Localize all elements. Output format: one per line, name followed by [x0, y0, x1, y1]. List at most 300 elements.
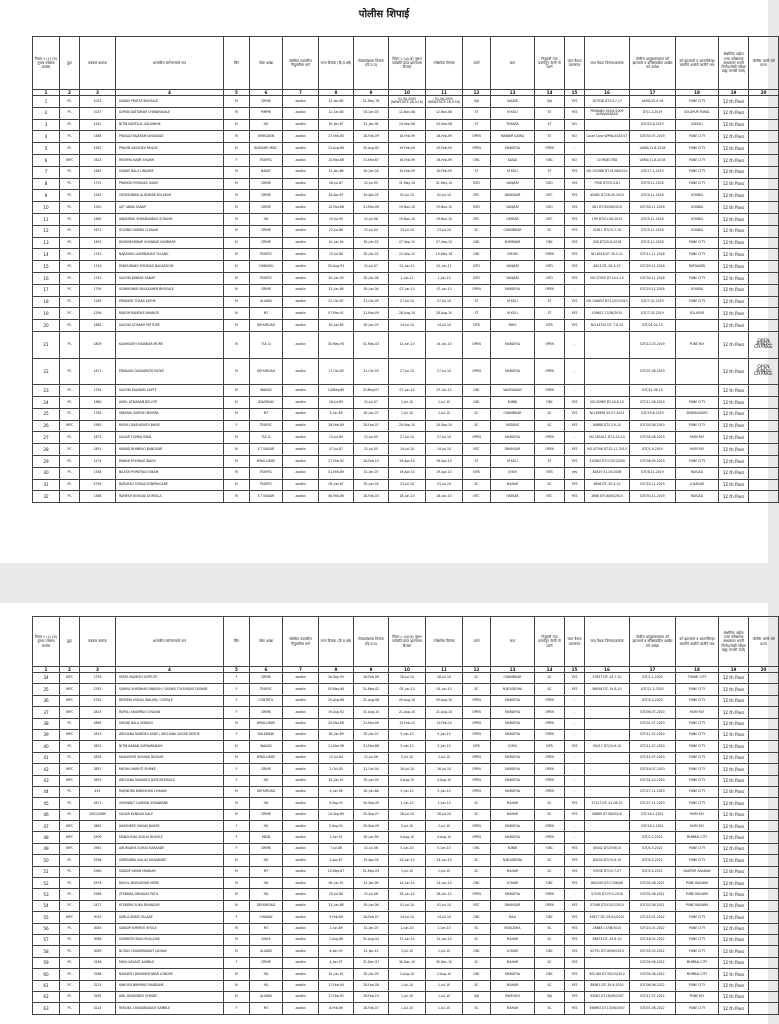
column-number: 18 — [676, 667, 719, 673]
table-cell: MARATHA — [491, 695, 535, 706]
table-cell: YES — [565, 912, 585, 923]
table-cell: 05-Jun-10 — [389, 684, 426, 695]
table-row — [33, 190, 779, 202]
table-cell — [749, 396, 779, 408]
table-cell: - — [565, 331, 585, 358]
column-number: 15 — [565, 667, 585, 673]
table-cell: HQ — [250, 213, 283, 225]
table-cell: 1743 — [80, 261, 116, 273]
table-cell: IDT/4-3-2020 — [630, 695, 676, 706]
table-cell: 109621 17/08/2010 — [585, 308, 630, 320]
table-cell: सरळसेवा — [283, 752, 319, 763]
column-number: 5 — [224, 90, 250, 96]
table-cell: 43791 DT:16/06/2010 — [585, 946, 630, 957]
table-cell: IDT/4-5-2021 — [630, 855, 676, 866]
table-cell: 1-Jul-10 — [426, 980, 463, 991]
table-cell — [749, 991, 779, 1002]
table-cell: 14-Jul-10 — [389, 444, 426, 456]
table-cell: 12 th Pass — [719, 969, 749, 980]
table-cell: 12 th Pass — [719, 444, 749, 456]
table-cell: सरळसेवा — [283, 154, 319, 166]
table-cell: 12 th Pass — [719, 166, 749, 178]
table-cell: IDT/05-03-2022 — [630, 946, 676, 957]
table-cell: YES — [565, 673, 585, 684]
table-cell: IDT/16-02-2022 — [630, 934, 676, 945]
table-cell: SARLA ANIDS YALANE — [116, 912, 224, 923]
table-cell: M — [224, 923, 250, 934]
table-cell: SC — [535, 684, 565, 695]
table-cell: 16-Jul-10 — [389, 764, 426, 775]
table-cell: 328 DT/29-8-2018 — [585, 237, 630, 249]
column-header: पोलीस भरती वर्ष प्रथम — [749, 617, 779, 667]
table-cell: PC — [60, 249, 80, 261]
table-cell: 3148 — [80, 957, 116, 968]
table-cell: M — [224, 237, 250, 249]
table-cell: 23-Jun-10 — [426, 855, 463, 866]
table-cell: 16-Jul-10 — [426, 764, 463, 775]
table-row — [33, 718, 779, 729]
table-cell: 1037 — [80, 107, 116, 119]
table-cell: 31 — [33, 479, 60, 491]
table-cell: ST — [463, 107, 491, 119]
table-cell: 55 — [33, 912, 60, 923]
table-cell: MARATHA — [491, 143, 535, 155]
table-cell — [749, 832, 779, 843]
table-cell: SARIKA SHRIDHAR ANKUSH / SARIKA TULSHIDAS DIGHAR — [116, 684, 224, 695]
column-number: 13 — [491, 667, 535, 673]
column-header: संबंधित पदावरील नियुक्तीचा मार्ग — [283, 617, 319, 667]
table-cell: IDT/18-1-2021 — [630, 821, 676, 832]
table-row — [33, 225, 779, 237]
table-cell: NTB — [535, 741, 565, 752]
table-cell: 59 — [33, 957, 60, 968]
table-cell: PC — [60, 385, 80, 397]
table-cell: BHOSARI MIDC — [250, 143, 283, 155]
table-row — [33, 467, 779, 479]
table-cell: PUNE CITY — [676, 684, 719, 695]
table-cell: NO.47746 DT:22-11-2010 — [585, 444, 630, 456]
table-cell: 23-Jun-10 — [389, 855, 426, 866]
table-cell: F — [224, 764, 250, 775]
table-row — [33, 832, 779, 843]
table-cell: 93082 DT.16/06/2007 — [585, 991, 630, 1002]
table-cell: IDT/05-06-2022 — [630, 957, 676, 968]
table-cell: 37 — [33, 707, 60, 718]
table-cell — [749, 741, 779, 752]
table-cell: 9 — [33, 190, 60, 202]
table-cell: PUNE CITY — [676, 178, 719, 190]
table-cell: CRIME — [250, 707, 283, 718]
table-cell: 9-Feb-89 — [319, 912, 354, 923]
table-cell: F — [224, 420, 250, 432]
column-number: 15 — [565, 90, 585, 96]
table-cell: 31-Jan-07 — [354, 467, 389, 479]
table-cell: - — [565, 143, 585, 155]
table-cell: सरळसेवा — [283, 934, 319, 945]
table-cell: 22-Jul-86 — [319, 225, 354, 237]
table-cell — [749, 178, 779, 190]
table-cell: 107938 DT:13-7-17 — [585, 96, 630, 108]
column-number: 17 — [630, 90, 676, 96]
table-cell: 32 — [33, 491, 60, 503]
column-header: बक्कल क्रमांक — [80, 617, 116, 667]
table-cell: SC — [463, 809, 491, 820]
table-cell: 2819 — [80, 729, 116, 740]
table-cell: NO — [565, 154, 585, 166]
table-cell: 30-Jun-04 — [354, 166, 389, 178]
table-cell: PANDURANG ROHIDAS NAGARGOJE — [116, 261, 224, 273]
table-cell: PUNE RLY — [676, 331, 719, 358]
table-cell: 12 th Pass — [719, 764, 749, 775]
table-cell: PC — [60, 396, 80, 408]
table-cell: SHIVAJI BALU UNDAVV — [116, 718, 224, 729]
table-cell: SOPAN DATTARAM CHINDHAVALE — [116, 107, 224, 119]
table-cell: 12-Jul-84 — [319, 752, 354, 763]
table-cell: सरळसेवा — [283, 396, 319, 408]
table-cell: ANJANRAO SHRAMANRAO SODAUR — [116, 213, 224, 225]
table-cell: 30-Dec-10 — [426, 957, 463, 968]
table-cell: OPEN — [535, 752, 565, 763]
table-cell: 10-Mar-88 — [319, 154, 354, 166]
table-cell: 3063 — [80, 923, 116, 934]
table-cell: CRIME — [250, 190, 283, 202]
column-number: 13 — [491, 90, 535, 96]
table-cell: YES — [565, 957, 585, 968]
column-number: 3 — [80, 667, 116, 673]
table-cell: 01-06-2005 (NEWSTATE 26-9-16) — [389, 96, 426, 108]
table-cell: 20-Sep-10 — [389, 420, 426, 432]
table-cell: OBC — [463, 969, 491, 980]
table-cell: SANJAY PRATAP BHOSALE — [116, 96, 224, 108]
table-cell: PUNE CITY — [676, 1003, 719, 1014]
table-row — [33, 237, 779, 249]
table-cell: TRAFFIC — [250, 272, 283, 284]
table-cell: 27-Feb-92 — [319, 455, 354, 467]
table-cell: 20-May-87 — [319, 866, 354, 877]
table-cell: 7-Jul-88 — [319, 843, 354, 854]
table-cell: 461 DT:30/06/2010 — [585, 202, 630, 214]
table-cell: OBC — [535, 843, 565, 854]
table-cell: SC — [463, 225, 491, 237]
table-cell: 18-Feb-09 — [389, 131, 426, 143]
table-cell — [749, 821, 779, 832]
table-cell: SC — [535, 420, 565, 432]
table-cell: 15 — [33, 261, 60, 273]
table-cell: MT — [250, 923, 283, 934]
table-row — [33, 764, 779, 775]
table-cell: ST — [535, 308, 565, 320]
table-row — [33, 331, 779, 358]
table-cell: 12 th Pass — [719, 991, 749, 1002]
table-cell: OPEN — [535, 775, 565, 786]
table-cell: 30-Jun-06 — [354, 900, 389, 911]
table-cell: 31-Jan-12 — [354, 946, 389, 957]
table-cell: 22-Oct-87 — [319, 296, 354, 308]
table-cell: 1809 — [80, 331, 116, 358]
table-cell: 12 th Pass — [719, 408, 749, 420]
table-cell: HQ — [250, 878, 283, 889]
table-cell: 2001/2889 — [80, 809, 116, 820]
table-cell: 1893 — [80, 237, 116, 249]
table-cell — [585, 775, 630, 786]
table-cell: 57548 DT:01/07/2010 — [585, 900, 630, 911]
table-cell: PUNE CITY — [676, 729, 719, 740]
table-cell: सरळसेवा — [283, 331, 319, 358]
table-cell: CRIME — [250, 673, 283, 684]
table-cell: ST — [463, 296, 491, 308]
table-cell: NTC — [463, 190, 491, 202]
table-cell: IDT/29-11-2018 — [630, 261, 676, 273]
table-cell: 12 th Pass — [719, 821, 749, 832]
table-cell: PUNE CITY — [676, 272, 719, 284]
table-cell: 24-Sep-08 — [426, 119, 463, 131]
table-cell: YES — [565, 1003, 585, 1014]
table-cell: M — [224, 261, 250, 273]
table-cell: OBC — [535, 154, 565, 166]
table-cell: 53 — [33, 889, 60, 900]
table-cell: IDT/20-11-2019 — [630, 479, 676, 491]
table-row — [33, 455, 779, 467]
table-cell: 7938 DT/29-3-81 — [585, 178, 630, 190]
table-cell: OPEN — [535, 385, 565, 397]
table-cell: 19-Nov-10 — [389, 202, 426, 214]
table-cell: MUM RLY — [676, 432, 719, 444]
table-cell: MATANG — [491, 420, 535, 432]
table-row — [33, 396, 779, 408]
table-cell: IDT/31-10-2020 — [630, 775, 676, 786]
table-cell: 14-Jun-10 — [389, 878, 426, 889]
table-cell: MARATHA — [491, 775, 535, 786]
table-cell: HQ — [250, 855, 283, 866]
table-cell: 13-Feb-10 — [389, 718, 426, 729]
table-cell: - — [565, 832, 585, 843]
table-cell: PC — [60, 190, 80, 202]
table-cell: 60 — [33, 969, 60, 980]
table-cell — [749, 131, 779, 143]
table-cell: 26-Apr-10 — [426, 455, 463, 467]
table-cell: 1783 — [80, 408, 116, 420]
table-cell: PC — [60, 889, 80, 900]
table-cell: PUNE CITY — [676, 923, 719, 934]
table-cell: 4-Aug-10 — [389, 832, 426, 843]
table-cell: 98873 DT.-29-6-10 — [585, 934, 630, 945]
table-cell: 86361 DT:-29-6-2010 — [585, 980, 630, 991]
table-cell: 28848 17/06/2010 — [585, 923, 630, 934]
table-cell: 8-Jan-93 — [319, 946, 354, 957]
table-cell: IDT/17-07-2022 — [630, 991, 676, 1002]
table-cell: सरळसेवा — [283, 775, 319, 786]
table-cell: PC — [60, 213, 80, 225]
table-cell: सरळसेवा — [283, 237, 319, 249]
table-cell: MANNIR SAMAJ — [491, 131, 535, 143]
table-cell: 30-Jun-88 — [354, 786, 389, 797]
table-cell: 3-Jun-89 — [319, 408, 354, 420]
table-cell: OBC — [463, 385, 491, 397]
table-cell: MARATHA — [491, 764, 535, 775]
table-cell: 26-Sep-95 — [319, 673, 354, 684]
table-cell: HQ — [250, 980, 283, 991]
table-cell: WPC — [60, 684, 80, 695]
table-cell: 1743 — [80, 249, 116, 261]
table-cell: 1-Jul-10 — [389, 866, 426, 877]
table-cell — [585, 707, 630, 718]
table-cell: OPEN — [535, 764, 565, 775]
table-cell: HQ — [250, 775, 283, 786]
table-cell: CHAKAN — [250, 912, 283, 923]
table-cell: Court Case WPNo.4015/17 — [585, 131, 630, 143]
table-cell: NO.37900 DT.14-4-10 — [585, 272, 630, 284]
table-cell: PC — [60, 432, 80, 444]
table-cell: 12 th Pass — [719, 912, 749, 923]
table-row — [33, 1003, 779, 1014]
table-cell: 86058 DT:-19-8-10 — [585, 684, 630, 695]
table-cell: BAPURAO SONAJI SONPRAGARE — [116, 479, 224, 491]
table-cell: 30-Jun-05 — [354, 479, 389, 491]
table-cell — [749, 308, 779, 320]
page-gap — [0, 563, 768, 603]
table-cell: PC — [60, 166, 80, 178]
table-cell: 09536 DT/19-7-07 — [585, 866, 630, 877]
table-cell: 19-Nov-10 — [426, 202, 463, 214]
table-cell: 30-Jun-03 — [354, 320, 389, 332]
table-cell: PUNE CITY — [676, 296, 719, 308]
table-cell: PUNE CITY — [676, 912, 719, 923]
table-cell: PUNE CITY — [676, 775, 719, 786]
table-cell: CRIME — [250, 809, 283, 820]
table-cell: YES — [565, 843, 585, 854]
table-cell: PC — [60, 991, 80, 1002]
table-cell: PC — [60, 131, 80, 143]
table-cell: NO.28956 05-07-2003 — [585, 408, 630, 420]
table-cell: 5-Jun-10 — [426, 786, 463, 797]
table-cell: 63 — [33, 1003, 60, 1014]
table-cell: PUNE CITY — [676, 237, 719, 249]
column-header: संबंधित पदावरील नियुक्तीचा मार्ग — [283, 37, 319, 90]
table-cell — [749, 900, 779, 911]
table-row — [33, 261, 779, 273]
table-cell: CRIME — [250, 843, 283, 854]
table-cell: F — [224, 775, 250, 786]
table-cell: सरळसेवा — [283, 798, 319, 809]
table-cell: 12 th Pass — [719, 320, 749, 332]
table-cell: 24-Sep-08 — [389, 119, 426, 131]
table-cell: सरळसेवा — [283, 272, 319, 284]
table-cell: M KOLI — [491, 308, 535, 320]
table-cell: DT/1-1-2019 — [630, 107, 676, 119]
table-cell: 12 th Pass — [719, 308, 749, 320]
table-cell: DIGHI — [250, 934, 283, 945]
table-cell: IDT/05-06-2022 — [630, 969, 676, 980]
table-cell: सरळसेवा — [283, 166, 319, 178]
table-cell: 57 — [33, 934, 60, 945]
table-cell: 31-May-05 — [354, 866, 389, 877]
table-cell: NTD — [535, 202, 565, 214]
table-cell: सरळसेवा — [283, 107, 319, 119]
column-header: जन्म दिनांक (दि.म.वर्ष) — [319, 37, 354, 90]
table-cell: 1-Jul-10 — [389, 1003, 426, 1014]
column-number: 20 — [749, 90, 779, 96]
table-cell: SANDIP SHRIPATI KHOLE — [116, 923, 224, 934]
table-row — [33, 320, 779, 332]
table-cell: 22 — [33, 358, 60, 385]
table-cell — [749, 96, 779, 108]
table-cell: PUNE CITY — [676, 741, 719, 752]
table-cell: ANIL DNYANDEV SHINDE — [116, 991, 224, 1002]
table-row — [33, 673, 779, 684]
table-cell: M — [224, 752, 250, 763]
table-cell: 41 — [33, 752, 60, 763]
table-cell: PUNE CITY — [676, 946, 719, 957]
table-cell: NAVNATH DNYANESHWAR LONDHE — [116, 969, 224, 980]
table-cell: 1920 — [80, 202, 116, 214]
table-cell: 06-Jun-91 — [319, 878, 354, 889]
table-cell: NTD — [463, 202, 491, 214]
table-cell: 18-Jul-89 — [319, 396, 354, 408]
table-cell: सरळसेवा — [283, 143, 319, 155]
table-cell — [749, 934, 779, 945]
table-cell: SC — [535, 934, 565, 945]
table-cell: RESHMA NAJIR SHAIKH — [116, 154, 224, 166]
table-cell: PUNE CITY — [676, 798, 719, 809]
table-header-row — [33, 617, 779, 667]
table-cell: CRIME — [250, 284, 283, 296]
table-cell: SC — [463, 673, 491, 684]
table-cell: RESHMA VISHAL WALUNJ / GOPALE — [116, 695, 224, 706]
table-row — [33, 296, 779, 308]
table-cell: RAMESH BHAGUJI DORTALA — [116, 491, 224, 503]
table-cell: 02-Jul-10 — [426, 190, 463, 202]
table-cell: 5-Sep-91 — [319, 821, 354, 832]
table-cell: MAYA VASANT KAMBLE — [116, 957, 224, 968]
table-cell: 1791 — [80, 178, 116, 190]
table-cell — [749, 889, 779, 900]
table-cell: 19-Apr-10 — [389, 467, 426, 479]
table-cell: 14-Jun-10 — [426, 331, 463, 358]
table-cell: 1296 — [80, 308, 116, 320]
table-cell: WPC — [60, 764, 80, 775]
table-cell: - — [565, 358, 585, 385]
table-cell: YES — [565, 96, 585, 108]
table-cell: VJA — [535, 96, 565, 108]
table-cell: SOMNATH BALU KHILLODE — [116, 934, 224, 945]
table-cell: IDT/8-11-2019 — [630, 467, 676, 479]
table-cell: F — [224, 707, 250, 718]
table-cell: 10-May-18 — [426, 249, 463, 261]
table-cell: GONDIA — [676, 202, 719, 214]
table-cell: MARATHA — [491, 284, 535, 296]
table-cell: 1-Jun-92 — [319, 832, 354, 843]
table-cell — [749, 213, 779, 225]
table-cell: 1-Jul-10 — [389, 396, 426, 408]
table-row — [33, 272, 779, 284]
table-cell: 31/May/07 — [354, 385, 389, 397]
table-cell: 31-May-03 — [354, 331, 389, 358]
table-cell: 31-Oct-04 — [354, 764, 389, 775]
table-row — [33, 798, 779, 809]
table-cell: 12 th Pass — [719, 843, 749, 854]
table-row — [33, 821, 779, 832]
table-cell — [749, 946, 779, 957]
table-cell: 12 th Pass — [719, 420, 749, 432]
table-cell: MARATHA — [491, 718, 535, 729]
table-cell: 48 — [33, 832, 60, 843]
table-cell: OPEN — [463, 821, 491, 832]
table-cell: 4-Jan-97 — [319, 957, 354, 968]
table-cell: 31-Jul-05 — [354, 444, 389, 456]
table-cell: ANURADHA SUHAS KARANDE — [116, 843, 224, 854]
table-cell: IDT/11-07-2020 — [630, 729, 676, 740]
table-cell: IDT/4-5-2021 — [630, 866, 676, 877]
